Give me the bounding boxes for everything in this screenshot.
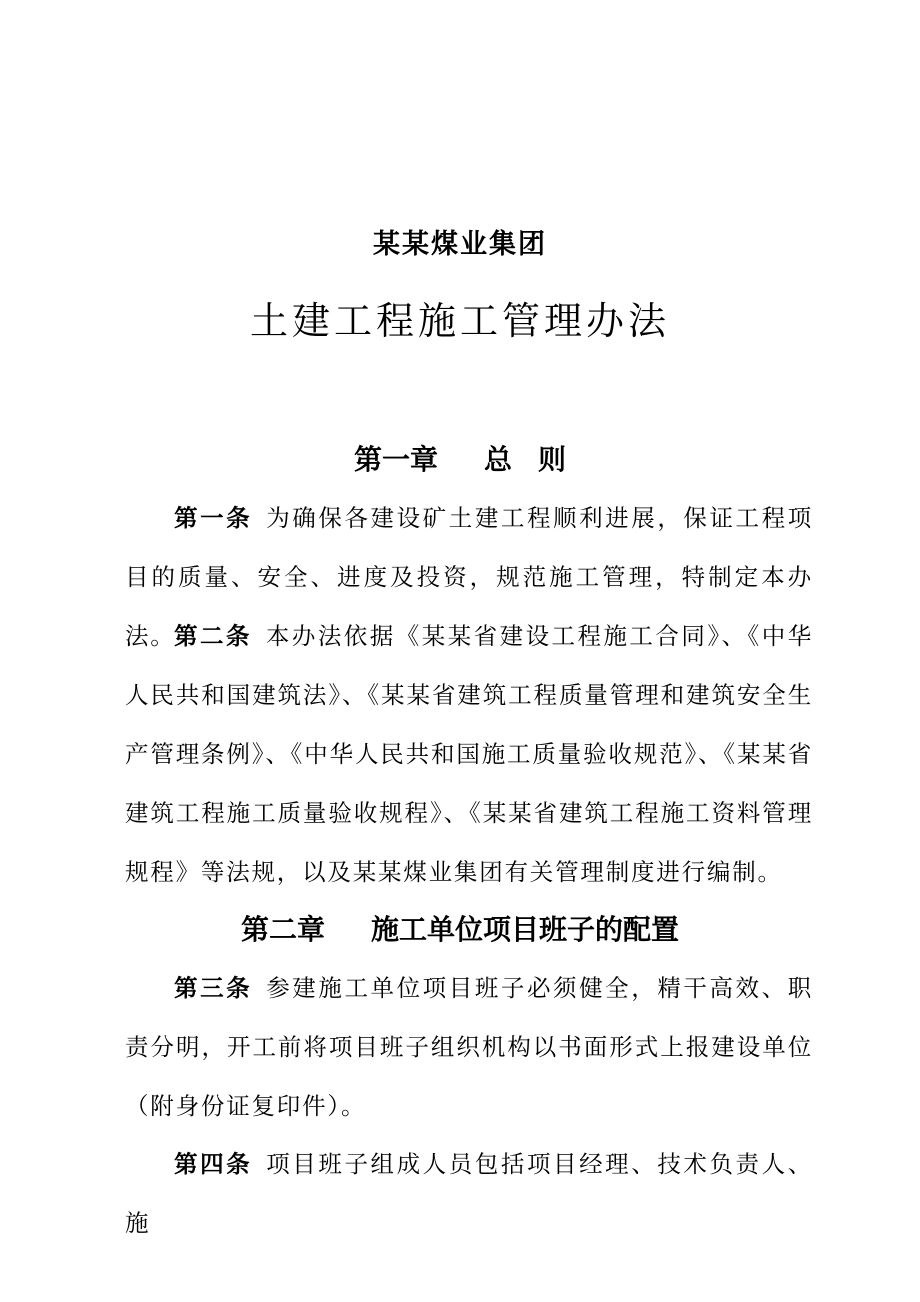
chapter-name: 总则 (484, 443, 593, 476)
article-text: 参建施工单位项目班子必须健全，精干高效、职责分明，开工前将项目班子组织机构以书面形式上报建设单位（附身份证复印件）。 (125, 974, 813, 1120)
document-title: 土建工程施工管理办法 (249, 299, 670, 343)
chapter-name: 施工单位项目班子的配置 (371, 913, 680, 946)
chapter-heading (0, 908, 920, 948)
organization-title: 某某煤业集团 (373, 229, 547, 260)
article-text: 本办法依据《某某省建设工程施工合同》、《中华人民共和国建筑法》、《某某省建筑工程质量管理和建筑安全生产管理条例》、《中华人民共和国施工质量验收规范》、《某某省建筑工程施工质量验收规程》、《某某省建筑工程施工资料管理规程》等法规，以及某某煤业集团有关管理制度进行编制。 (125, 622, 813, 886)
chapter-heading (0, 438, 920, 478)
article-text: 项目班子组成人员包括项目经理、技术负责人、施 (125, 1150, 813, 1237)
chapter-number: 第二章 (240, 913, 325, 946)
chapter-number: 第一章 (353, 443, 438, 476)
article-paragraph (125, 959, 813, 1136)
article-text: 为确保各建设矿土建工程顺利进展，保证工程项目的质量、安全、进度及投资，规范施工管理，特制定本办法。 (125, 504, 813, 650)
article-paragraph (125, 1135, 813, 1253)
article-paragraph (125, 607, 813, 902)
article-label: 第二条 (174, 622, 252, 650)
article-label: 第三条 (174, 974, 253, 1002)
article-label: 第一条 (174, 504, 253, 532)
article-label: 第四条 (174, 1150, 253, 1178)
